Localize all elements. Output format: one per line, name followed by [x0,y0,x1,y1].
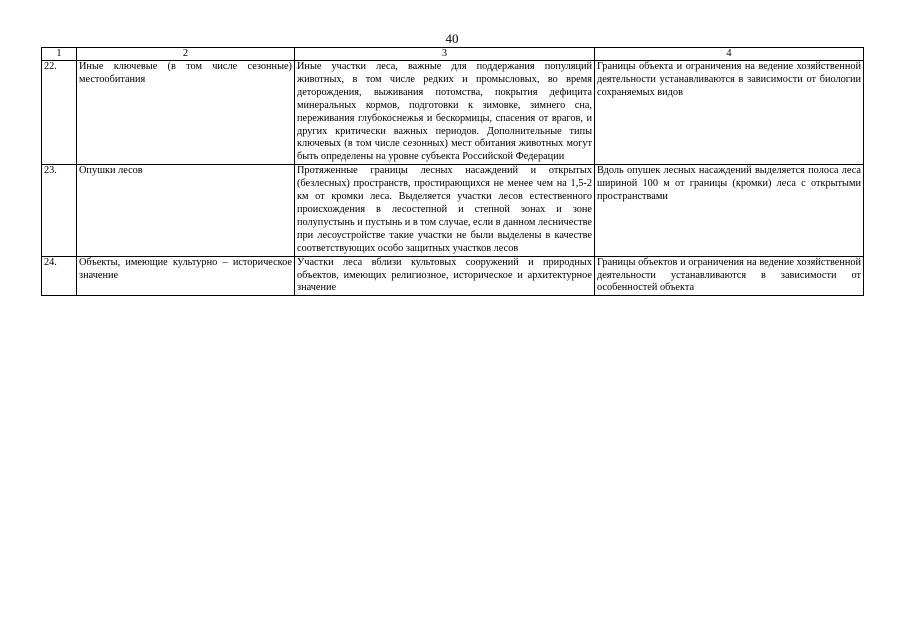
row-number: 23. [42,165,77,256]
row-number: 24. [42,256,77,296]
table-row [42,256,864,296]
object-name: Объекты, имеющие культурно – историческое значение [77,256,295,296]
object-boundaries: Вдоль опушек лесных насаждений выделяется полоса леса шириной 100 м от границы (кромки) леса с открытыми пространствами [595,165,864,256]
object-description: Протяженные границы лесных насаждений и открытых (безлесных) пространств, простирающихся не менее чем на 1,5-2 км от кромки леса. Выделяется участки лесов естественного происхождения в лесостепной и степной зонах и зоне полупустынь и пустынь и в том случае, если в данном лесничестве при лесоустройстве такие участки не были выделены в качестве соответствующих особо защитных участков лесов [295,165,595,256]
object-description: Иные участки леса, важные для поддержания популяций животных, в том числе редких и промысловых, во время деторождения, выживания потомства, покрытия дефицита минеральных кормов, подготовки к зимовке, зимнего сна, переживания глубокоснежья и бескормицы, спасения от врагов, и других критически важных периодов. Дополнительные типы ключевых (в том числе сезонных) мест обитания животных могут быть определены на уровне субъекта Российской Федерации [295,61,595,165]
page-number: 40 [445,31,459,46]
column-header-4: 4 [595,48,864,61]
object-description: Участки леса вблизи культовых сооружений и природных объектов, имеющих религиозное, историческое и архитектурное значение [295,256,595,296]
column-header-3: 3 [295,48,595,61]
object-name: Опушки лесов [77,165,295,256]
column-header-1: 1 [42,48,77,61]
table-header-row [42,48,864,61]
object-boundaries: Границы объектов и ограничения на ведение хозяйственной деятельности устанавливаются в зависимости от особенностей объекта [595,256,864,296]
table-row [42,165,864,256]
table-row [42,61,864,165]
forest-objects-table [41,47,864,296]
object-boundaries: Границы объекта и ограничения на ведение хозяйственной деятельности устанавливаются в зависимости от биологии сохраняемых видов [595,61,864,165]
object-name: Иные ключевые (в том числе сезонные) местообитания [77,61,295,165]
column-header-2: 2 [77,48,295,61]
row-number: 22. [42,61,77,165]
